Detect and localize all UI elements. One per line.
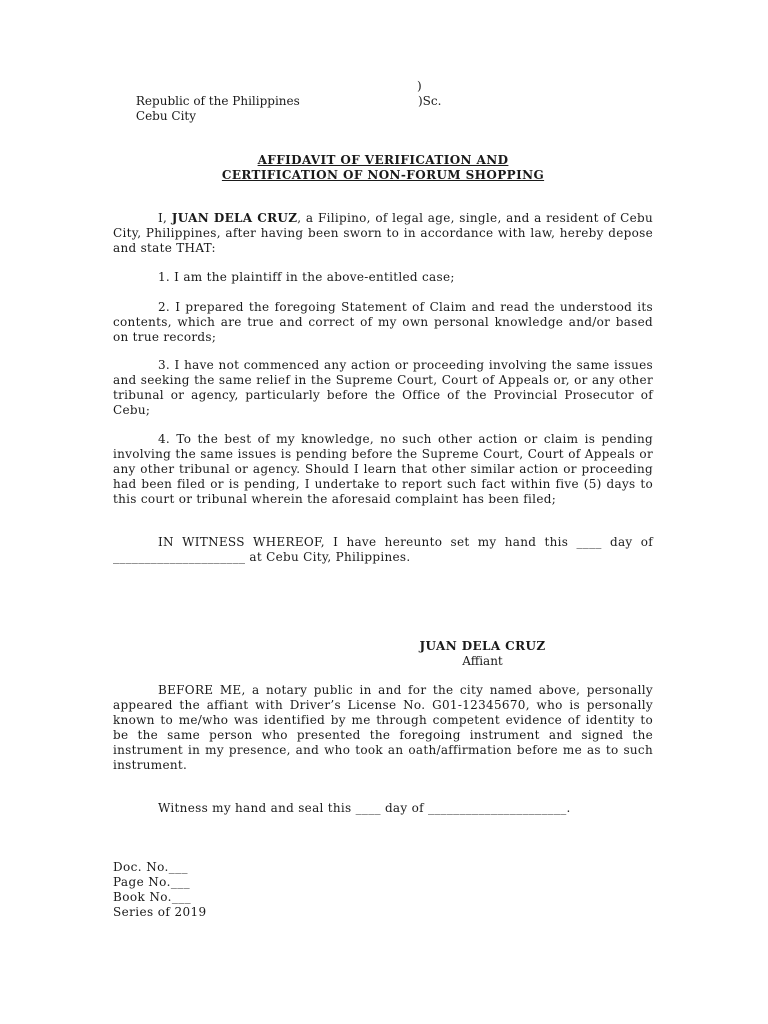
item-3-paragraph bbox=[113, 358, 653, 418]
affiant-role: Affiant bbox=[462, 654, 503, 668]
item-1-paragraph bbox=[113, 270, 653, 285]
doc-no: Doc. No.___ bbox=[113, 860, 188, 874]
notary-text: BEFORE ME, a notary public in and for the city named above, personally appeared the affiant with Driver’s License No. G01-12345670, who is personally known to me/who was identified by me through competent evidence of identity to be the same person who presented the foregoing instrument and signed the instrument in my presence, and who took an oath/affirmation before me as to such instrument. bbox=[113, 683, 653, 772]
signature-block bbox=[380, 639, 585, 669]
affiant-name-inline: JUAN DELA CRUZ bbox=[171, 211, 298, 225]
item-2-paragraph bbox=[113, 300, 653, 345]
venue-country: Republic of the Philippines bbox=[135, 94, 300, 108]
venue-sc: )Sc. bbox=[418, 94, 442, 108]
intro-text: , a Filipino, of legal age, single, and a resident of Cebu City, Philippines, after having been sworn to in accordance with law, hereby depose and state THAT: bbox=[113, 211, 653, 255]
venue-line-city bbox=[113, 94, 442, 123]
notary-paragraph bbox=[113, 683, 653, 773]
item-4-text: 4. To the best of my knowledge, no such other action or claim is pending involving the same issues is pending before the Supreme Court, Court of Appeals or any other tribunal or agency. Should I learn that other similar action or proceeding had been filed or is pending, I undertake to report such fact within five (5) days to this court or tribunal wherein the aforesaid complaint has been filed; bbox=[113, 432, 653, 506]
seal-paragraph bbox=[113, 801, 653, 816]
venue-city: Cebu City bbox=[135, 109, 197, 123]
witness-paragraph bbox=[113, 535, 653, 565]
item-4-paragraph bbox=[113, 432, 653, 507]
item-1-text: 1. I am the plaintiff in the above-entitled case; bbox=[158, 270, 455, 284]
witness-text: IN WITNESS WHEREOF, I have hereunto set my hand this ____ day of _____________________ at Cebu City, Philippines. bbox=[113, 535, 653, 564]
title-line-2: CERTIFICATION OF NON-FORUM SHOPPING bbox=[221, 168, 545, 182]
title-line-1: AFFIDAVIT OF VERIFICATION AND bbox=[257, 153, 509, 167]
item-3-text: 3. I have not commenced any action or proceeding involving the same issues and seeking the same relief in the Supreme Court, Court of Appeals or, or any other tribunal or agency, particularly before the Office of the Provincial Prosecutor of Cebu; bbox=[113, 358, 653, 417]
book-no: Book No.___ bbox=[113, 890, 192, 904]
item-2-text: 2. I prepared the foregoing Statement of Claim and read the understood its contents, which are true and correct of my own personal knowledge and/or based on true records; bbox=[113, 300, 653, 344]
seal-text: Witness my hand and seal this ____ day of ______________________. bbox=[158, 801, 571, 815]
intro-paragraph bbox=[113, 211, 653, 256]
document-title bbox=[113, 153, 653, 183]
intro-prefix: I, bbox=[158, 211, 172, 225]
notarial-register-block bbox=[113, 860, 207, 920]
page-no: Page No.___ bbox=[113, 875, 191, 889]
venue-paren: ) bbox=[417, 79, 422, 93]
venue-block bbox=[113, 79, 442, 123]
series: Series of 2019 bbox=[113, 905, 207, 919]
affiant-name: JUAN DELA CRUZ bbox=[419, 639, 546, 653]
